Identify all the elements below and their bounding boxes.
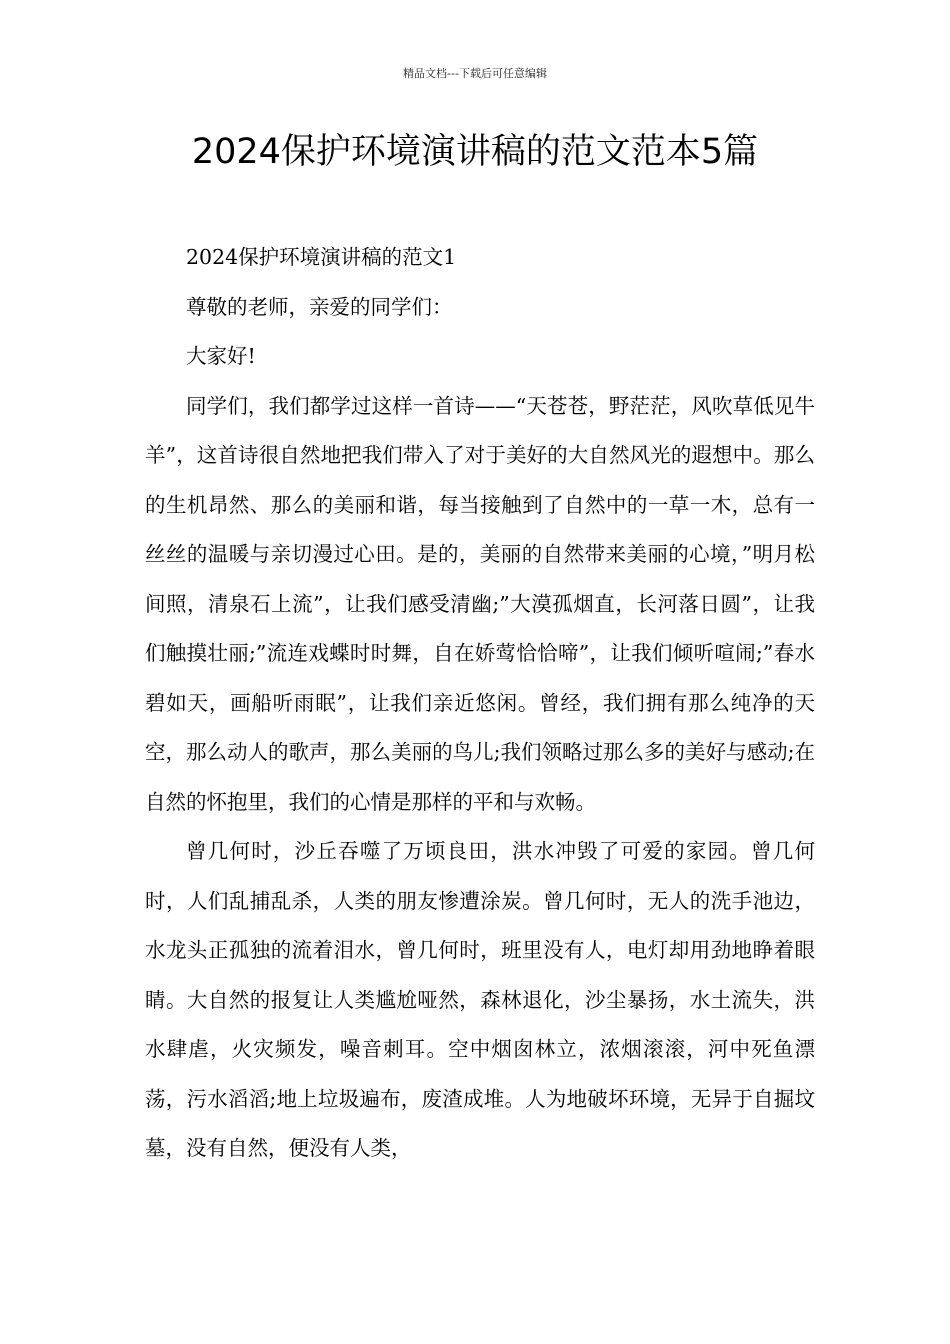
document-title: 2024保护环境演讲稿的范文范本5篇: [191, 132, 759, 172]
greeting: 大家好!: [186, 344, 256, 368]
page-header-note: 精品文档---下载后可任意编辑: [403, 67, 547, 80]
section-heading: 2024保护环境演讲稿的范文1: [186, 245, 457, 269]
document-body: [145, 233, 815, 1174]
body-paragraph: 同学们，我们都学过这样一首诗——“天苍苍，野茫茫，风吹草低见牛羊”，这首诗很自然地把我们带入了对于美好的大自然风光的遐想中。那么的生机昂然、那么的美丽和谐，每当接触到了自然中的一草一木，总有一丝丝的温暖与亲切漫过心田。是的，美丽的自然带来美丽的心境，”明月松间照，清泉石上流”，让我们感受清幽;”大漠孤烟直，长河落日圆”，让我们触摸壮丽;”流连戏蝶时时舞，自在娇莺恰恰啼”，让我们倾听喧闹;”春水碧如天，画船听雨眠”，让我们亲近悠闲。曾经，我们拥有那么纯净的天空，那么动人的歌声，那么美丽的鸟儿;我们领略过那么多的美好与感动;在自然的怀抱里，我们的心情是那样的平和与欢畅。: [145, 393, 815, 814]
salutation: 尊敬的老师，亲爱的同学们：: [186, 294, 453, 319]
body-paragraph: 曾几何时，沙丘吞噬了万顷良田，洪水冲毁了可爱的家园。曾几何时，人们乱捕乱杀，人类的朋友惨遭涂炭。曾几何时，无人的洗手池边，水龙头正孤独的流着泪水，曾几何时，班里没有人，电灯却用劲地睁着眼睛。大自然的报复让人类尴尬哑然，森林退化，沙尘暴扬，水土流失，洪水肆虐，火灾频发，噪音刺耳。空中烟囱林立，浓烟滚滚，河中死鱼漂荡，污水滔滔;地上垃圾遍布，废渣成堆。人为地破坏环境，无异于自掘坟墓，没有自然，便没有人类，: [145, 839, 815, 1160]
